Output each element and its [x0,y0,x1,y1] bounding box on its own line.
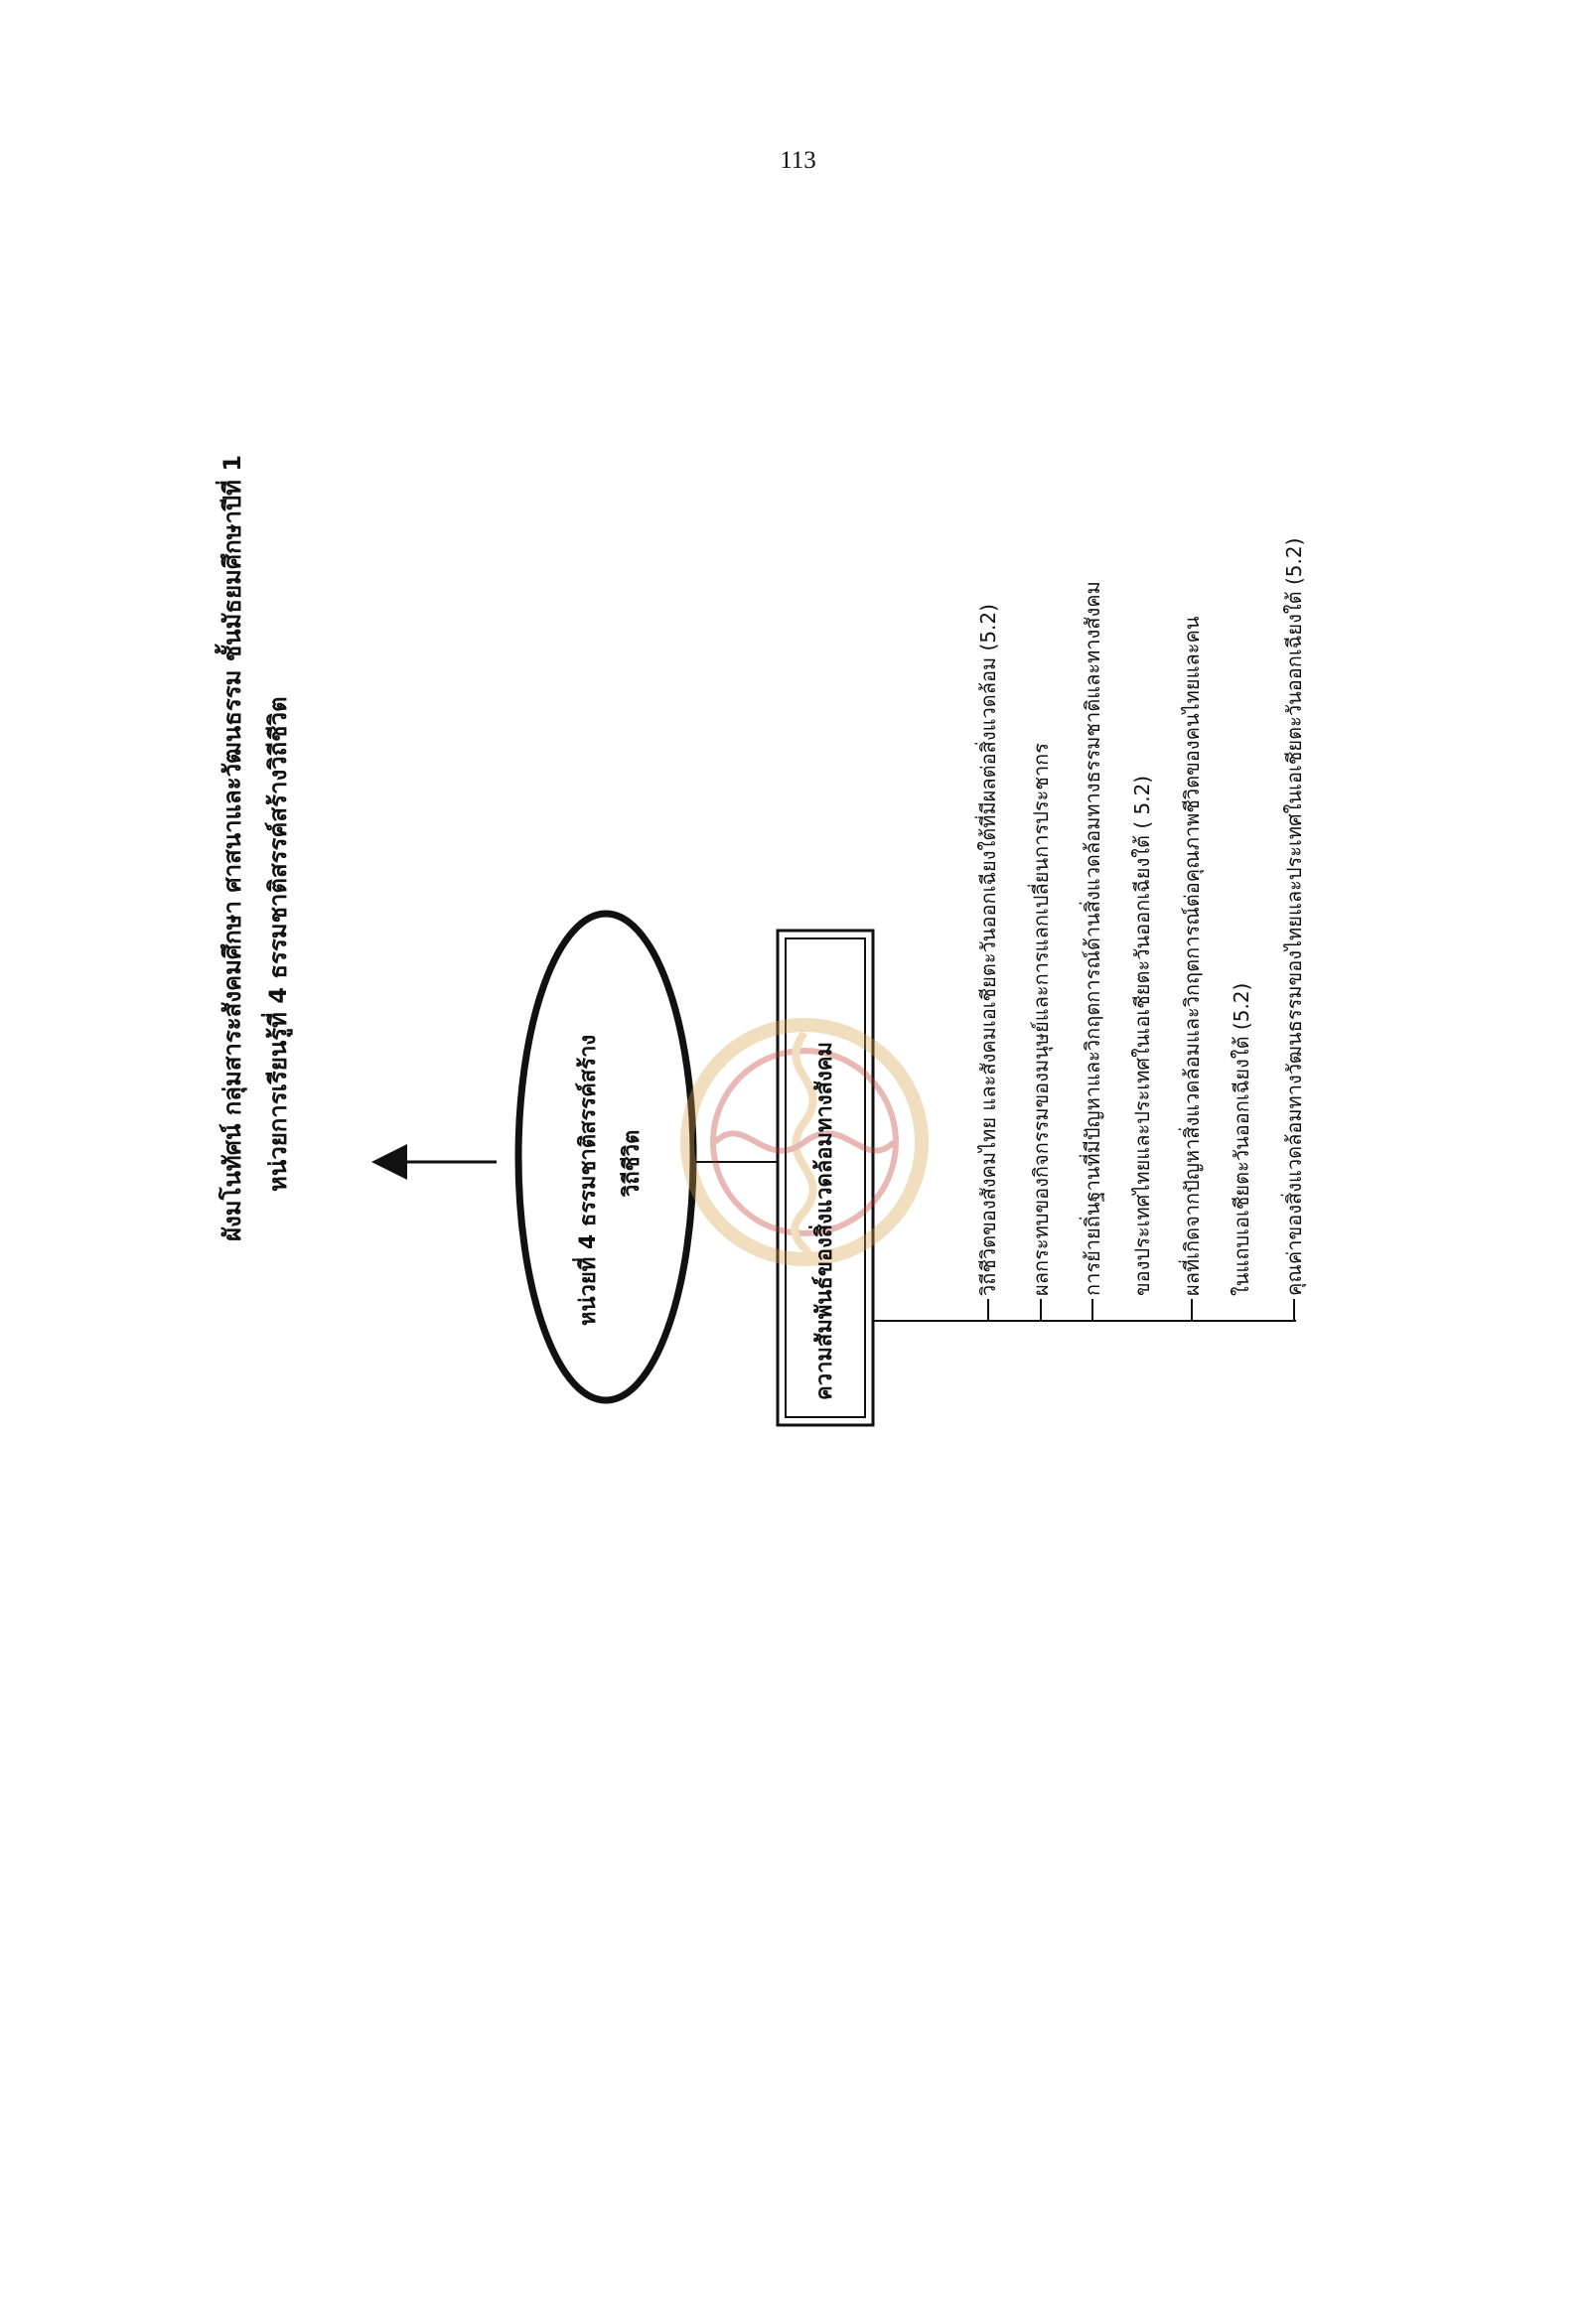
branch-2-text: ผลกระทบของกิจกรรมของมนุษย์และการแลกเปลี่ยนการประชากร [1029,742,1053,1296]
unit-node-label-1: หน่วยที่ 4 ธรรมชาติสรรค์สร้าง [576,1034,601,1326]
branch-1-text: วิถีชีวิตของสังคมไทย และสังคมเอเชียตะวันออกเฉียงใต้ที่มีผลต่อสิ่งแวดล้อม (5.2) [976,604,1000,1296]
branch-4-text-line-2: ในแถบเอเชียตะวันออกเฉียงใต้ (5.2) [1230,982,1253,1296]
topic-node-label: ความสัมพันธ์ของสิ่งแวดล้อมทางสังคม [812,1042,837,1400]
page-number: 113 [780,147,816,174]
branch-4-text-line-1: ผลที่เกิดจากปัญหาสิ่งแวดล้อมและวิกฤตการณ์ต่อคุณภาพชีวิตของคนไทยและคน [1180,616,1204,1296]
branch-3-text-line-2: ของประเทศไทยและประเทศในเอเชียตะวันออกเฉียงใต้ ( 5.2) [1130,775,1154,1296]
branch-5-text: คุณค่าของสิ่งแวดล้อมทางวัฒนธรรมของไทยและประเทศในเอเชียตะวันออกเฉียงใต้ (5.2) [1282,537,1306,1296]
unit-node-label-2: วิถีชีวิต [620,1129,645,1197]
chart-header-line-1: ผังมโนทัศน์ กลุ่มสาระสังคมศึกษา ศาสนาและวัฒนธรรม ชั้นมัธยมศึกษาปีที่ 1 [218,454,246,1241]
emblem-watermark [655,993,953,1291]
branch-3-text-line-1: การย้ายถิ่นฐานที่มีปัญหาและวิกฤตการณ์ด้านสิ่งแวดล้อมทางธรรมชาติและทางสังคม [1081,581,1104,1296]
chart-header-line-2: หน่วยการเรียนรู้ที่ 4 ธรรมชาติสรรค์สร้างวิถีชีวิต [264,696,292,1192]
